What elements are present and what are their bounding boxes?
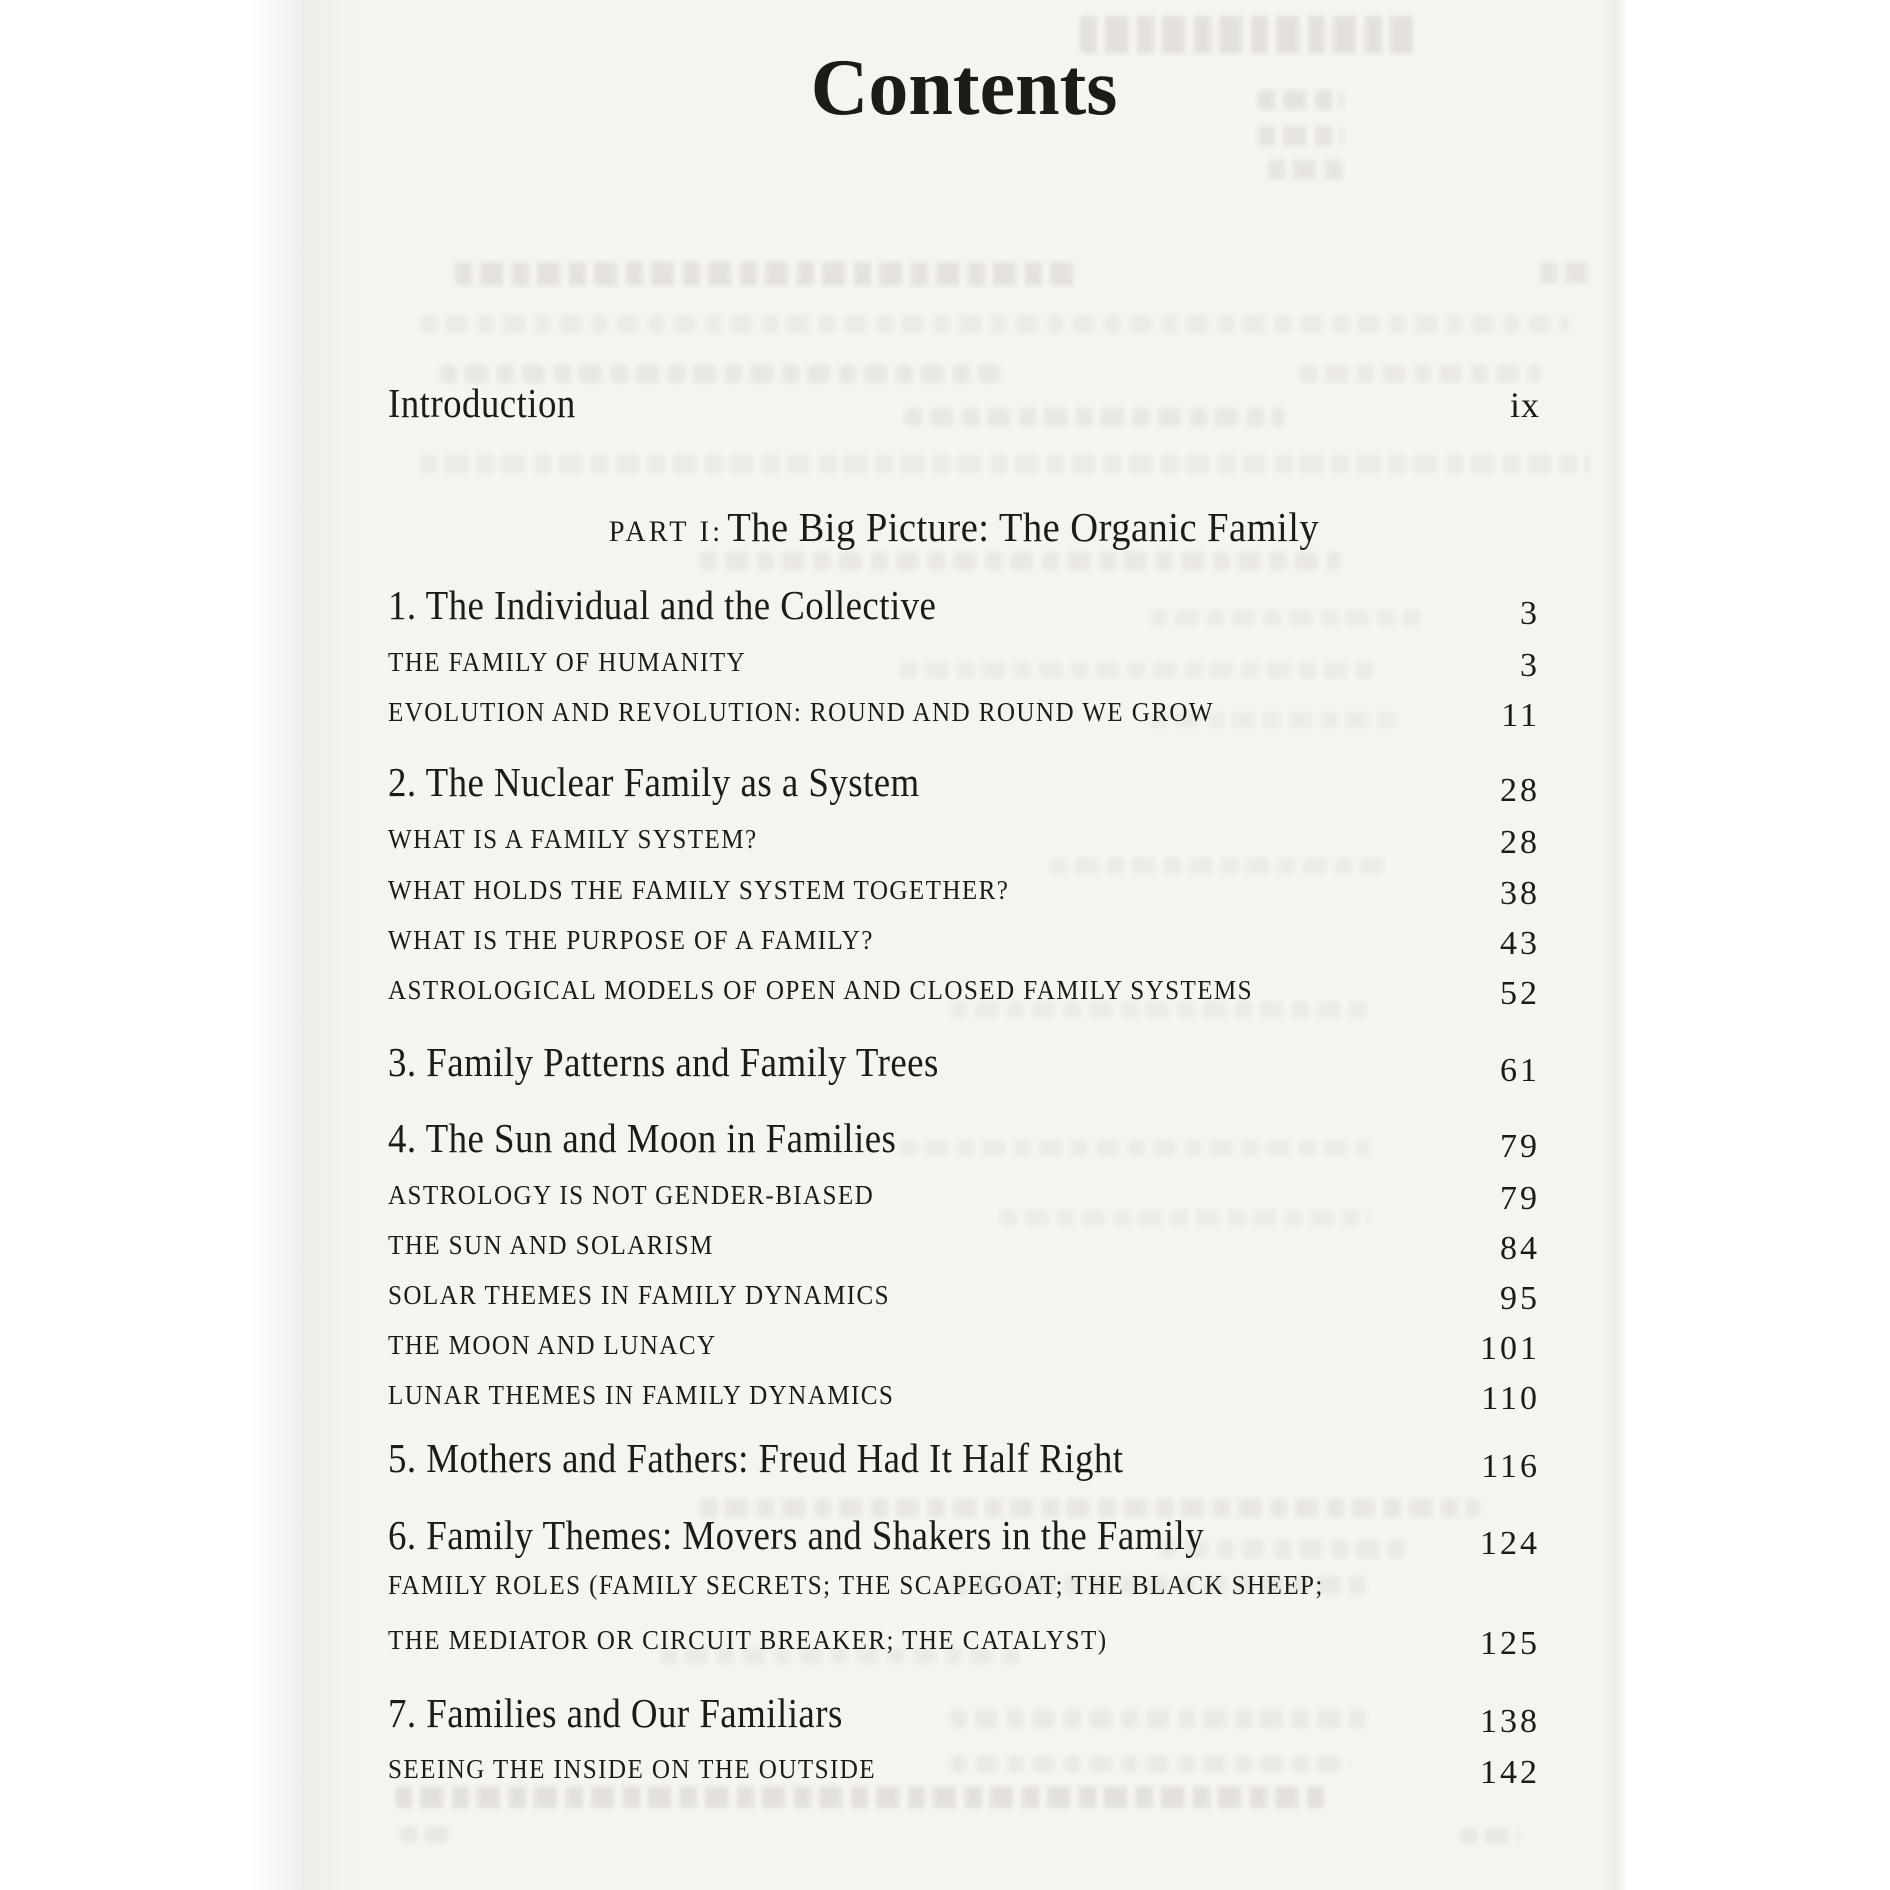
toc-entry-label: Introduction xyxy=(388,380,576,426)
toc-subentry-row xyxy=(388,922,1540,962)
toc-subentry-row xyxy=(388,972,1540,1012)
toc-entry-label: FAMILY ROLES (FAMILY SECRETS; THE SCAPEGOAT; THE BLACK SHEEP; xyxy=(388,1570,1324,1600)
toc-entry-label: 6. Family Themes: Movers and Shakers in the Family xyxy=(388,1512,1205,1558)
toc-entry-label: 7. Families and Our Familiars xyxy=(388,1690,843,1736)
toc-subentry-row xyxy=(388,1572,1540,1599)
toc-subentry-row xyxy=(388,1327,1540,1367)
toc-entry-page: 28 xyxy=(1500,824,1540,861)
toc-entry-label: 2. The Nuclear Family as a System xyxy=(388,759,920,805)
toc-entry-label: THE SUN AND SOLARISM xyxy=(388,1230,714,1260)
toc-subentry-row xyxy=(388,1277,1540,1317)
toc-entry-label: SEEING THE INSIDE ON THE OUTSIDE xyxy=(388,1754,876,1784)
toc-chapter-row xyxy=(388,1690,1540,1740)
toc-entry-page: 116 xyxy=(1481,1448,1540,1485)
toc-chapter-row xyxy=(388,1115,1540,1165)
toc-subentry-row xyxy=(388,644,1540,684)
toc-entry-label: ASTROLOGICAL MODELS OF OPEN AND CLOSED FAMILY SYSTEMS xyxy=(388,975,1254,1005)
toc-subentry-row xyxy=(388,1622,1540,1662)
toc-entry-label: THE FAMILY OF HUMANITY xyxy=(388,647,747,677)
toc-chapter-row xyxy=(388,1512,1540,1562)
part-heading-title: The Big Picture: The Organic Family xyxy=(727,504,1320,550)
toc-subentry-row xyxy=(388,1377,1540,1417)
toc-entry-label: THE MOON AND LUNACY xyxy=(388,1330,717,1360)
toc-subentry-row xyxy=(388,1751,1540,1791)
toc-entry-label: 1. The Individual and the Collective xyxy=(388,582,937,628)
toc-subentry-row xyxy=(388,821,1540,861)
toc-subentry-row xyxy=(388,872,1540,912)
toc-entry-page: 28 xyxy=(1500,772,1540,809)
toc-entry-label: WHAT HOLDS THE FAMILY SYSTEM TOGETHER? xyxy=(388,875,1010,905)
toc-entry-page: 110 xyxy=(1481,1380,1540,1417)
toc-entry-page: 124 xyxy=(1480,1525,1540,1562)
toc-entry-page: 125 xyxy=(1480,1625,1540,1662)
toc-entry-label: WHAT IS THE PURPOSE OF A FAMILY? xyxy=(388,925,874,955)
part-heading xyxy=(423,504,1506,550)
toc-entry-page: 79 xyxy=(1500,1180,1540,1217)
toc-entry-page: 61 xyxy=(1500,1052,1540,1089)
toc-entry-label: EVOLUTION AND REVOLUTION: ROUND AND ROUND WE GROW xyxy=(388,697,1215,727)
toc-subentry-row xyxy=(388,1227,1540,1267)
toc-entry-page: 3 xyxy=(1520,595,1540,632)
toc-chapter-row xyxy=(388,582,1540,632)
toc-entry-page: 101 xyxy=(1480,1330,1540,1367)
toc-entry-page: 3 xyxy=(1520,647,1540,684)
toc-entry-page: ix xyxy=(1509,385,1540,425)
toc-entry-page: 142 xyxy=(1480,1754,1540,1791)
toc-entry-page: 138 xyxy=(1480,1703,1540,1740)
toc-chapter-row xyxy=(388,759,1540,809)
toc-entry-page: 84 xyxy=(1500,1230,1540,1267)
toc-entry-label: 3. Family Patterns and Family Trees xyxy=(388,1039,939,1085)
toc-introduction-row xyxy=(388,380,1540,426)
toc-entry-label: 5. Mothers and Fathers: Freud Had It Half Right xyxy=(388,1435,1124,1481)
toc-entry-page: 11 xyxy=(1501,697,1540,734)
toc-entry-label: SOLAR THEMES IN FAMILY DYNAMICS xyxy=(388,1280,891,1310)
part-heading-number: PART I: xyxy=(608,515,724,548)
toc-subentry-row xyxy=(388,694,1540,734)
toc-entry-page: 95 xyxy=(1500,1280,1540,1317)
toc-entry-label: 4. The Sun and Moon in Families xyxy=(388,1115,897,1161)
toc-chapter-row xyxy=(388,1435,1540,1485)
toc-entry-label: WHAT IS A FAMILY SYSTEM? xyxy=(388,824,758,854)
toc-entry-page: 79 xyxy=(1500,1128,1540,1165)
toc-entry-label: LUNAR THEMES IN FAMILY DYNAMICS xyxy=(388,1380,895,1410)
page-title: Contents xyxy=(810,43,1118,132)
toc-entry-page: 52 xyxy=(1500,975,1540,1012)
toc-chapter-row xyxy=(388,1039,1540,1089)
toc-entry-label: ASTROLOGY IS NOT GENDER-BIASED xyxy=(388,1180,875,1210)
toc-entry-label: THE MEDIATOR OR CIRCUIT BREAKER; THE CATALYST) xyxy=(388,1625,1108,1655)
toc-entry-page: 43 xyxy=(1500,925,1540,962)
toc-subentry-row xyxy=(388,1177,1540,1217)
toc-entry-page: 38 xyxy=(1500,875,1540,912)
